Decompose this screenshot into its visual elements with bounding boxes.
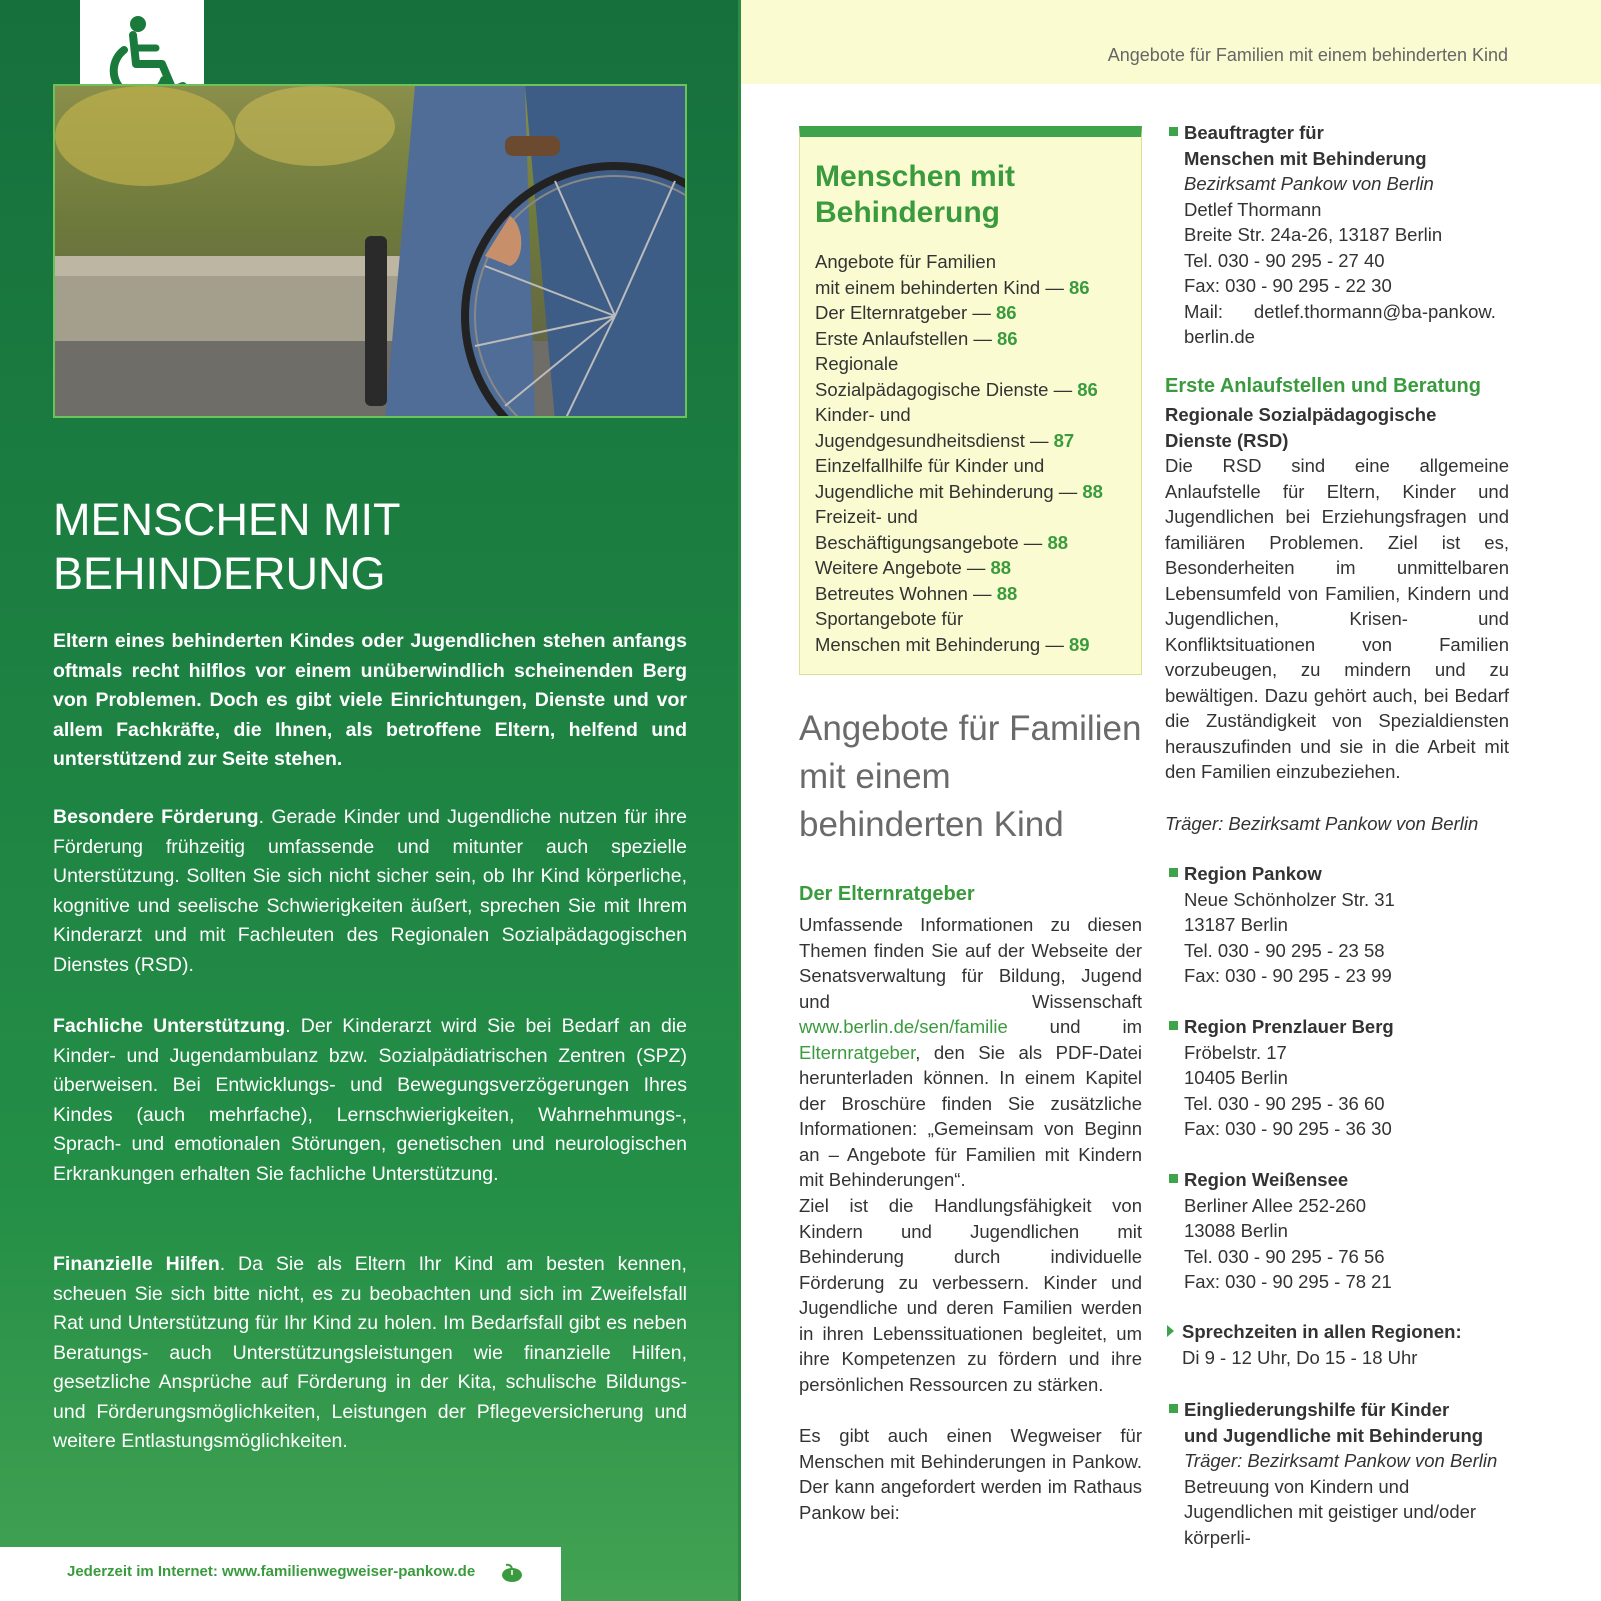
toc-item[interactable] <box>815 530 1127 556</box>
beauftragter-tel: Tel. 030 - 90 295 - 27 40 <box>1184 249 1385 271</box>
paragraph-finanzielle-hilfen <box>53 1250 687 1457</box>
mail-label: Mail: <box>1184 300 1224 322</box>
bullet-square <box>1169 1404 1178 1413</box>
beauftragter-fax: Fax: 030 - 90 295 - 22 30 <box>1184 275 1392 296</box>
beauftragter-title-2: Menschen mit Behinderung <box>1184 147 1427 169</box>
bullet-square <box>1169 1174 1178 1183</box>
toc-item[interactable] <box>815 300 1127 326</box>
toc-item[interactable] <box>815 504 1127 530</box>
header-band <box>741 0 1601 84</box>
paragraph-heading: Finanzielle Hilfen <box>53 1253 220 1275</box>
mail-link-cont[interactable]: berlin.de <box>1184 326 1255 347</box>
section-title-line-1: Angebote für Familien <box>799 709 1142 748</box>
paragraph-besondere-foerderung <box>53 803 687 980</box>
region-weissensee <box>1184 1167 1509 1295</box>
sprechzeiten-title: Sprechzeiten in allen Regionen: <box>1182 1321 1462 1342</box>
toc-item-page: 88 <box>996 582 1018 604</box>
paragraph-text: . Da Sie als Eltern Ihr Kind am besten kennen, scheuen Sie sich bitte nicht, es zu beobachten und sich im Zweifelsfall Rat und Unterstützung für Ihr Kind zu holen. Im Bedarfsfall gibt es neben Beratungs- auch Unterstützungsleistungen wie finanzielle Hilfen, gesetzliche Ansprüche auf Förderung in der Kita, schulische Bildungs- und Förderungsmöglichkeiten, Leistungen der Pflegeversicherung und weitere Entlastungsmöglichkeiten. <box>53 1253 687 1452</box>
beauftragter-org: Bezirksamt Pankow von Berlin <box>1184 173 1434 194</box>
senatsverwaltung-link[interactable]: www.berlin.de/sen/familie <box>799 1016 1008 1037</box>
toc-title-line-2: Behinderung <box>815 196 1000 229</box>
region-name: Region Prenzlauer Berg <box>1184 1016 1394 1037</box>
beauftragter-name: Detlef Thormann <box>1184 198 1322 220</box>
traeger-text: Träger: Bezirksamt Pankow von Berlin <box>1165 813 1479 834</box>
title-line-1: MENSCHEN MIT <box>53 494 401 545</box>
page-divider <box>738 0 741 1601</box>
region-tel: Tel. 030 - 90 295 - 36 60 <box>1184 1092 1385 1114</box>
toc-item-page: 87 <box>1053 429 1075 451</box>
toc-title-line-1: Menschen mit <box>815 160 1016 193</box>
toc-item-text: Sportangebote für <box>815 608 964 629</box>
toc-item-page: 88 <box>1082 480 1103 502</box>
sprechzeiten-block <box>1182 1319 1507 1370</box>
bullet-square <box>1169 1021 1178 1030</box>
toc-item[interactable] <box>815 479 1127 505</box>
toc-item-text: mit einem behinderten Kind — <box>815 276 1069 298</box>
bullet-triangle <box>1167 1325 1174 1337</box>
traeger-line <box>1165 811 1509 837</box>
mail-link[interactable]: detlef.thormann@ba-pankow. <box>1253 300 1496 322</box>
sprechzeiten-text: Di 9 - 12 Uhr, Do 15 - 18 Uhr <box>1182 1346 1418 1368</box>
toc-item[interactable] <box>815 275 1127 301</box>
toc-item-text: Sozialpädagogische Dienste — <box>815 378 1078 400</box>
toc-item-text: Betreutes Wohnen — <box>815 582 997 604</box>
photo-illustration <box>55 86 687 418</box>
eingliederung-text: Betreuung von Kindern und Jugendlichen mit geistiger und/oder körperli- <box>1184 1475 1477 1548</box>
toc-item-text: Menschen mit Behinderung — <box>815 633 1069 655</box>
section-title <box>799 705 1149 849</box>
paragraph-text: . Gerade Kinder und Jugendliche nutzen für ihre Förderung frühzeitig umfassende und mitunter auch spezielle Unterstützung. Sollten Sie sich nicht sicher sein, ob Ihr Kind körperliche, kognitive und seelische Schwierigkeiten äußert, sprechen Sie mit Ihrem Kinderarzt und mit Fachleuten des Regionalen Sozialpädagogischen Dienstes (RSD). <box>53 806 687 976</box>
bullet-square <box>1169 127 1178 136</box>
paragraph-heading: Besondere Förderung <box>53 806 259 828</box>
beauftragter-title-1: Beauftragter für <box>1184 122 1324 143</box>
toc-item-page: 86 <box>997 327 1018 349</box>
toc-item-text: Jugendgesundheitsdienst — <box>815 429 1054 451</box>
title-line-2: BEHINDERUNG <box>53 548 386 599</box>
region-pankow <box>1184 861 1509 989</box>
text-fragment: , den Sie als PDF-Datei herunterladen können. In einem Kapitel der Broschüre finden Sie zusätzliche Informationen: „Gemeinsam von Beginn an – Angebote für Familien mit Kindern mit Behinderungen“. <box>799 1041 1142 1190</box>
region-street: Neue Schönholzer Str. 31 <box>1184 888 1395 910</box>
toc-title <box>815 159 1127 231</box>
elternratgeber-heading: Der Elternratgeber <box>799 883 975 905</box>
wheelchair-photo <box>53 84 687 418</box>
eingliederung-title-2: und Jugendliche mit Behinderung <box>1184 1424 1484 1446</box>
toc-box <box>799 126 1142 675</box>
toc-item-text: Weitere Angebote — <box>815 557 991 578</box>
region-fax: Fax: 030 - 90 295 - 78 21 <box>1184 1271 1392 1292</box>
text-fragment: Umfassende Informationen zu diesen Themen finden Sie auf der Webseite der Senatsverwaltung für Bildung, Jugend und Wissenschaft <box>799 914 1142 1012</box>
text-fragment: und im <box>1007 1016 1142 1037</box>
paragraph-text: . Der Kinderarzt wird Sie bei Bedarf an die Kinder- und Jugendambulanz bzw. Sozialpädiatrischen Zentren (SPZ) überweisen. Bei Entwicklungs- und Bewegungsverzögerungen Ihres Kindes (auch mehrfache), Lernschwierigkeiten, Wahrnehmungs-, Sprach- und emotionalen Störungen, genetischen und neurologischen Erkrankungen erhalten Sie fachliche Unterstützung. <box>53 1015 687 1185</box>
toc-item-text: Erste Anlaufstellen — <box>815 327 998 349</box>
toc-item[interactable] <box>815 377 1127 403</box>
region-city: 13187 Berlin <box>1184 914 1288 935</box>
region-street: Berliner Allee 252-260 <box>1184 1194 1367 1216</box>
elternratgeber-paragraph <box>799 912 1142 1193</box>
toc-item-text: Der Elternratgeber — <box>815 302 996 323</box>
eingliederung-traeger: Träger: Bezirksamt Pankow von Berlin <box>1184 1450 1498 1471</box>
region-name: Region Pankow <box>1184 863 1322 884</box>
toc-item[interactable] <box>815 581 1127 607</box>
toc-item[interactable] <box>815 606 1127 632</box>
toc-item-text: Kinder- und <box>815 404 911 425</box>
region-tel: Tel. 030 - 90 295 - 76 56 <box>1184 1245 1385 1267</box>
rsd-text: Die RSD sind eine allgemeine Anlaufstelle für Eltern, Kinder und Jugendlichen bei Erziehungsfragen und familiären Problemen. Ziel ist es, Besonderheiten im unmittelbaren Lebensumfeld von Familien, Kindern und Jugendlichen, Krisen- und Konfliktsituationen von Familien vorzubeugen, zu mindern und zu bewältigen. Dazu gehört auch, bei Bedarf die Zuständigkeit von Spezialdiensten herauszufinden und sie in die Arbeit mit den Familien einzubeziehen. <box>1165 455 1509 782</box>
footer-link[interactable]: Jederzeit im Internet: www.familienwegweiser-pankow.de <box>67 1563 476 1580</box>
toc-item-text: Beschäftigungsangebote — <box>815 531 1048 553</box>
toc-item-page: 86 <box>995 302 1017 323</box>
toc-item[interactable] <box>815 555 1127 581</box>
toc-item-text: Regionale <box>815 353 899 374</box>
toc-item[interactable] <box>815 453 1127 479</box>
region-tel: Tel. 030 - 90 295 - 23 58 <box>1184 939 1385 961</box>
region-fax: Fax: 030 - 90 295 - 23 99 <box>1184 965 1392 986</box>
toc-item-page: 86 <box>1069 276 1090 298</box>
toc-item[interactable] <box>815 351 1127 377</box>
anlaufstellen-heading: Erste Anlaufstellen und Beratung <box>1165 375 1481 397</box>
section-title-line-2: mit einem <box>799 757 951 796</box>
eingliederungshilfe-block <box>1184 1397 1509 1550</box>
left-panel <box>0 0 738 1601</box>
beauftragter-block <box>1184 120 1509 350</box>
bullet-square <box>1169 868 1178 877</box>
paragraph-heading: Fachliche Unterstützung <box>53 1015 286 1037</box>
rsd-block <box>1165 402 1509 785</box>
toc-item[interactable] <box>815 632 1127 658</box>
mouse-icon <box>500 1563 524 1583</box>
footer-bar <box>0 1547 561 1601</box>
region-prenzlauer-berg <box>1184 1014 1509 1142</box>
region-fax: Fax: 030 - 90 295 - 36 30 <box>1184 1118 1392 1139</box>
toc-item-text: Freizeit- und <box>815 506 918 527</box>
toc-item-page: 86 <box>1077 378 1098 400</box>
toc-item-text: Jugendliche mit Behinderung — <box>815 480 1083 502</box>
running-header: Angebote für Familien mit einem behinderten Kind <box>1107 45 1508 65</box>
lead-paragraph: Eltern eines behinderten Kindes oder Jugendlichen stehen anfangs oftmals recht hilflos vor einem unüberwindlich scheinenden Berg von Problemen. Doch es gibt viele Einrichtungen, Dienste und vor allem Fachkräfte, die Ihnen, als betroffene Eltern, helfend und unterstützend zur Seite stehen. <box>53 630 687 770</box>
region-name: Region Weißensee <box>1184 1169 1349 1190</box>
region-city: 13088 Berlin <box>1184 1220 1288 1241</box>
toc-list <box>815 249 1127 657</box>
elternratgeber-link[interactable]: Elternratgeber <box>799 1041 916 1063</box>
rsd-title-2: Dienste (RSD) <box>1165 429 1289 451</box>
paragraph-fachliche-unterstuetzung <box>53 1012 687 1189</box>
toc-item-text: Einzelfallhilfe für Kinder und <box>815 455 1045 476</box>
toc-item[interactable] <box>815 326 1127 352</box>
section-title-line-3: behinderten Kind <box>799 805 1064 844</box>
toc-item[interactable] <box>815 402 1127 428</box>
toc-item-page: 89 <box>1069 633 1090 655</box>
rsd-title-1: Regionale Sozialpädagogische <box>1165 404 1437 425</box>
ziel-paragraph: Ziel ist die Handlungsfähigkeit von Kindern und Jugendlichen mit Behinderung durch individuelle Förderung zu verbessern. Kinder und Jugendliche und deren Familien werden in ihren Lebenssituationen begleitet, um ihre Kompetenzen zu fördern und ihre persönlichen Ressourcen zu stärken. <box>799 1195 1142 1395</box>
toc-item[interactable] <box>815 249 1127 275</box>
toc-item-page: 88 <box>990 557 1012 578</box>
page-title <box>53 493 693 601</box>
wegweiser-paragraph: Es gibt auch einen Wegweiser für Menschen mit Behinderungen in Pankow. Der kann angefordert werden im Rathaus Pankow bei: <box>799 1425 1142 1523</box>
toc-item-page: 88 <box>1047 531 1069 553</box>
beauftragter-address: Breite Str. 24a-26, 13187 Berlin <box>1184 224 1443 245</box>
region-city: 10405 Berlin <box>1184 1067 1288 1088</box>
eingliederung-title-1: Eingliederungshilfe für Kinder <box>1184 1399 1450 1420</box>
toc-item[interactable] <box>815 428 1127 454</box>
toc-item-text: Angebote für Familien <box>815 251 996 272</box>
region-street: Fröbelstr. 17 <box>1184 1041 1287 1063</box>
